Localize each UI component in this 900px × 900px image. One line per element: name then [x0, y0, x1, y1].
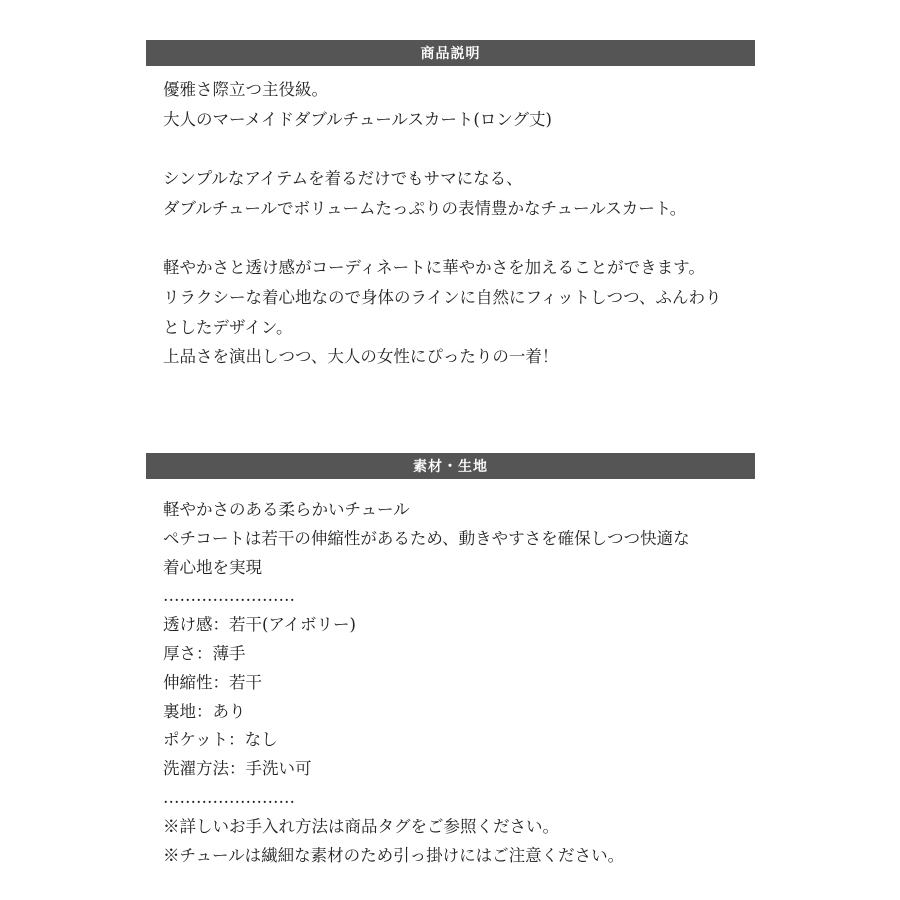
material-divider: …………………… [163, 586, 295, 606]
description-blank-line [163, 223, 753, 253]
description-line: 上品さを演出しつつ、大人の女性にぴったりの一着！ [163, 347, 559, 367]
description-line: としたデザイン。 [163, 317, 293, 337]
description-line: リラクシーな着心地なので身体のラインに自然にフィットしつつ、ふんわり [163, 287, 722, 307]
material-note: ※詳しいお手入れ方法は商品タグをご参照ください。 [163, 816, 559, 836]
material-spec-lining: 裏地：あり [163, 701, 246, 721]
material-body [163, 496, 753, 870]
material-line: ペチコートは若干の伸縮性があるため、動きやすさを確保しつつ快適な [163, 528, 690, 548]
material-line: 着心地を実現 [163, 557, 262, 577]
material-spec-thickness: 厚さ：薄手 [163, 643, 246, 663]
description-line: シンプルなアイテムを着るだけでもサマになる、 [163, 169, 523, 189]
material-note: ※チュールは繊細な素材のため引っ掛けにはご注意ください。 [163, 845, 625, 865]
description-header-label: 商品説明 [420, 46, 481, 62]
material-spec-transparency: 透け感：若干(アイボリー) [163, 615, 356, 635]
description-line: 大人のマーメイドダブルチュールスカート(ロング丈) [163, 109, 552, 129]
description-line: 軽やかさと透け感がコーディネートに華やかさを加えることができます。 [163, 258, 705, 278]
material-header-label: 素材・生地 [413, 459, 488, 475]
material-header [146, 453, 755, 479]
description-header [146, 40, 755, 66]
material-spec-stretch: 伸縮性：若干 [163, 672, 262, 692]
description-blank-line [163, 134, 753, 164]
description-line: ダブルチュールでボリュームたっぷりの表情豊かなチュールスカート。 [163, 198, 687, 218]
material-spec-washing: 洗濯方法：手洗い可 [163, 759, 312, 779]
material-spec-pocket: ポケット：なし [163, 730, 278, 750]
description-line: 優雅さ際立つ主役級。 [163, 80, 328, 99]
material-line: 軽やかさのある柔らかいチュール [163, 500, 410, 519]
material-divider: …………………… [163, 787, 295, 807]
description-body [163, 75, 753, 372]
